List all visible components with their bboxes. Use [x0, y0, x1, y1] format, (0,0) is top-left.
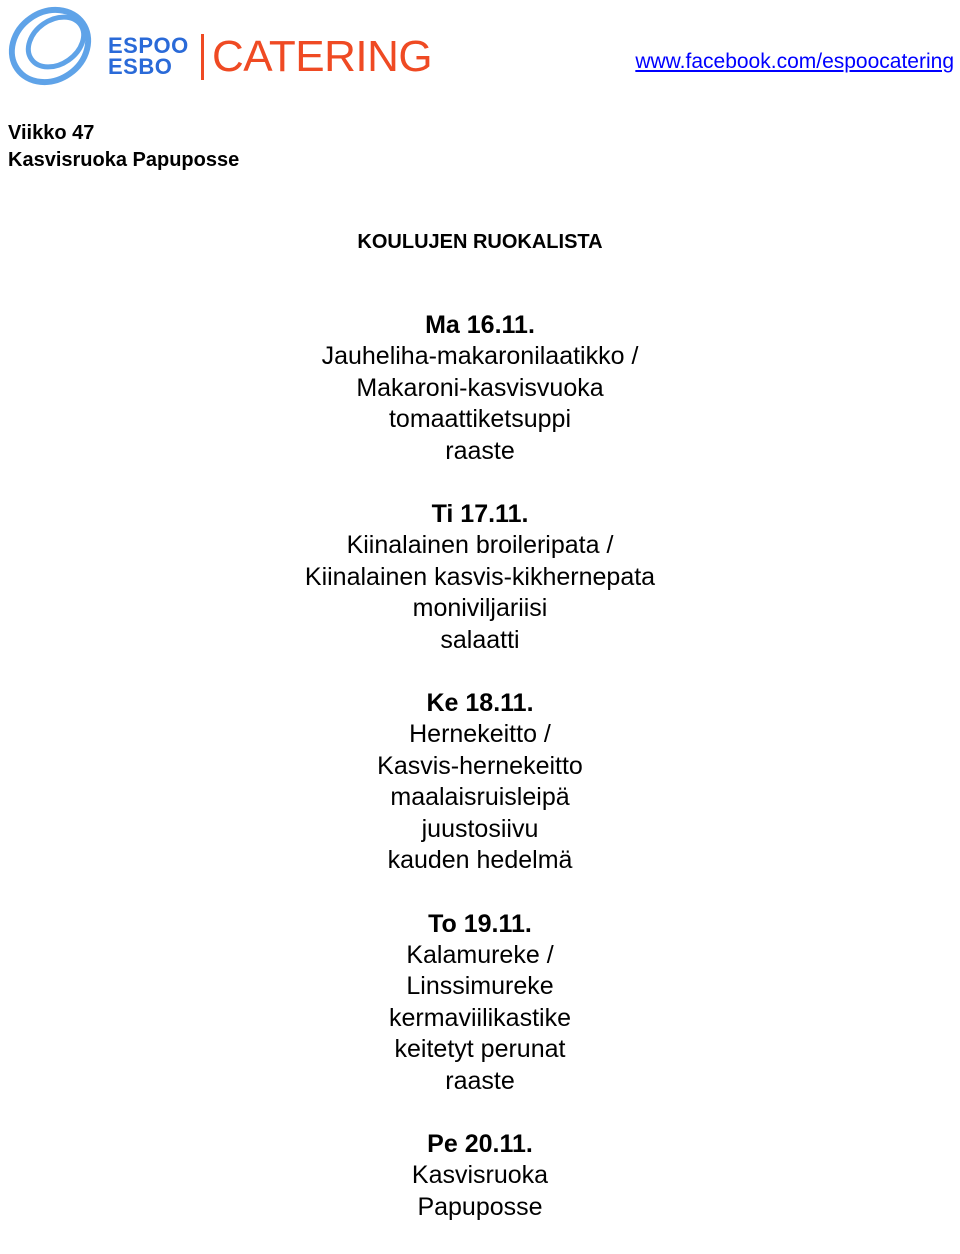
dish-item: kauden hedelmä — [387, 846, 573, 874]
week-info — [8, 120, 239, 174]
day-label: To 19.11. — [428, 909, 532, 938]
day-thursday — [0, 908, 960, 1098]
dish-item: Hernekeitto / — [409, 720, 551, 748]
dish-item: kermaviilikastike — [389, 1003, 571, 1032]
week-vegetarian-dish: Kasvisruoka Papuposse — [8, 149, 240, 171]
dish-item: raaste — [445, 1066, 515, 1095]
dish-item: Jauheliha-makaronilaatikko / — [321, 342, 639, 370]
dish-item: juustosiivu — [421, 814, 539, 843]
dish-item: keitetyt perunat — [394, 1035, 566, 1063]
logo-text-esbo: ESBO — [108, 54, 173, 79]
day-label: Ti 17.11. — [431, 500, 529, 528]
day-wednesday — [0, 687, 960, 877]
day-monday — [0, 309, 960, 467]
dish-item: Kasvisruoka — [411, 1161, 549, 1189]
dish-item: salaatti — [440, 625, 520, 654]
dish-item: Linssimureke — [406, 972, 554, 1000]
page-header — [0, 0, 960, 100]
facebook-link[interactable]: www.facebook.com/espoocatering — [635, 50, 954, 73]
espoo-swirl-logo-icon — [4, 0, 100, 95]
menu-list — [0, 309, 960, 1254]
dish-item: tomaattiketsuppi — [388, 405, 572, 433]
dish-item: Kasvis-hernekeitto — [377, 751, 583, 780]
dish-item: moniviljariisi — [412, 594, 548, 622]
dish-item: Papuposse — [417, 1192, 543, 1221]
dish-item: Kiinalainen kasvis-kikhernepata — [304, 562, 656, 591]
day-label: Ma 16.11. — [425, 311, 535, 339]
day-friday — [0, 1128, 960, 1223]
page-title: KOULUJEN RUOKALISTA — [357, 231, 603, 253]
dish-item: raaste — [445, 436, 515, 465]
dish-item: Makaroni-kasvisvuoka — [356, 373, 604, 402]
dish-item: Kalamureke / — [406, 940, 554, 969]
dish-item: maalaisruisleipä — [390, 783, 570, 811]
week-number: Viikko 47 — [8, 122, 95, 144]
espoo-catering-logo — [4, 0, 434, 95]
day-label: Pe 20.11. — [427, 1130, 533, 1158]
dish-item: Kiinalainen broileripata / — [346, 531, 614, 559]
logo-divider — [201, 34, 204, 80]
logo-text-catering: CATERING — [212, 32, 433, 81]
logo-text-espoo: ESPOO — [108, 33, 189, 58]
day-label: Ke 18.11. — [426, 689, 534, 717]
day-tuesday — [0, 498, 960, 656]
